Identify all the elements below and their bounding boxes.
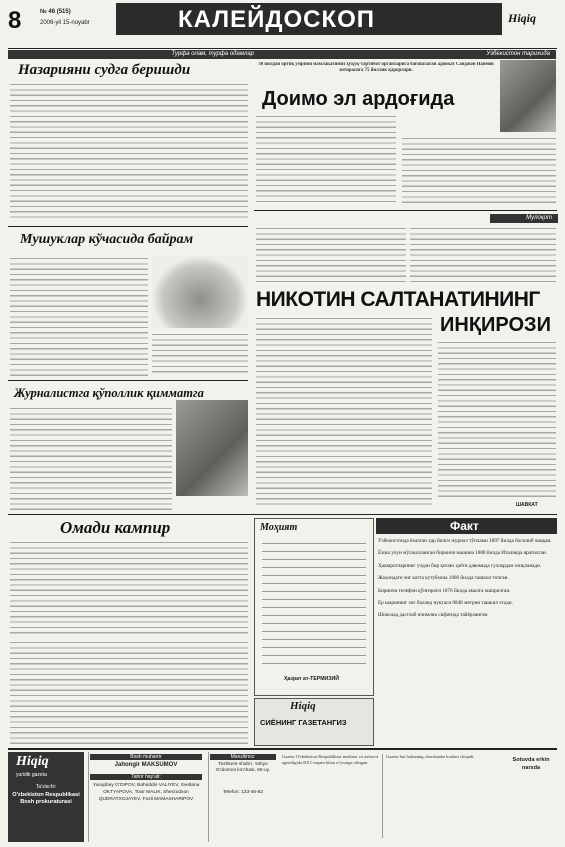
fact-item: Жаҳондаги энг катта кутубхона 1800 йилда ташкил топган. [378, 575, 509, 582]
journalist-photo [176, 400, 248, 496]
footer-logo-sub: yuridik gazeta [16, 772, 47, 778]
phone: Telefon: 133-46-82 [222, 790, 263, 795]
masthead [8, 3, 557, 47]
ad-text: СИЁНИНГ ГАЗЕТАНГИЗ [260, 718, 347, 727]
issue-number: № 46 (515) [40, 9, 71, 15]
right-article-title: Доимо эл ардоғида [262, 88, 455, 110]
article-4-title: Омади кампир [60, 518, 171, 537]
right-article-body-2 [402, 136, 556, 206]
divider [8, 514, 557, 515]
divider [254, 210, 557, 211]
printing-info: Gazeta har haftaning chorshanba kunlari chiqadi. [382, 754, 506, 838]
board-label: Tahrir hay'ati: [90, 774, 202, 780]
editor-label: Bosh muharrir [90, 754, 202, 760]
cat-photo [152, 256, 248, 328]
article-4-body-2 [10, 640, 248, 744]
section-label-mid: Мулоқот [490, 214, 558, 223]
fact-item: Ер шарининг энг баланд нуқтаси 8848 метрни ташкил этади. [378, 600, 513, 607]
moxiyat-signature: Ҳазрат ат-ТЕРМИЗИЙ [284, 676, 339, 682]
nicotine-body-right [438, 340, 556, 500]
fact-item: Биринчи телефон қўнғироғи 1876 йилда амалга оширилган. [378, 587, 511, 594]
section-label-right: Ўзбекистон тарихида [254, 50, 556, 59]
masthead-title: КАЛЕЙДОСКОП [178, 6, 376, 33]
fact-item: Ёзиш учун мўлжалланган биринчи машина 1808 йилда Италияда яратилган. [378, 550, 547, 557]
ad-logo: Hiqiq [290, 700, 316, 712]
article-3-title: Журналистга қўполлик қимматга [14, 386, 204, 400]
article-3-body [10, 406, 172, 510]
issue-date: 2006-yil 15-noyabr [40, 20, 90, 26]
closing-note: Sotuvda erkin narxda [512, 757, 550, 771]
fact-title: Факт [450, 519, 479, 533]
right-article-body-1 [256, 114, 396, 206]
nicotine-body [256, 316, 432, 506]
nicotine-title-line-1: НИКОТИН САЛТАНАТИНИНГ [256, 288, 540, 311]
nicotine-title-line-2: ИНҚИРОЗИ [440, 314, 551, 336]
address-label: Manzilimiz: [210, 754, 276, 760]
portrait-photo [500, 60, 556, 132]
fact-list [378, 538, 556, 744]
registration-info: Gazeta O'zbekiston Respublikasi matbuot va axborot agentligida 0011-raqam bilan ro'yxatga olingan. [282, 754, 378, 765]
board-members: Yusupbey G'OIPOV, Bahriddin VALIYEV, Svetlana OKTYAPOVA, Toxir MALIK, Sherzodxon QUDRATXOJAYEV, Fozil MAMASHARIPOV [92, 783, 200, 802]
article-2-body-right [152, 332, 248, 376]
fact-item: Шоколад дастлаб ичимлик сифатида тайёрланган. [378, 612, 489, 619]
fact-item: Ҳашаротларнинг учдан бир қисми ҳаёти давомида гуллардан озиқланади. [378, 562, 542, 569]
section-label-left: Турфа олам, турфа одамлар [8, 50, 260, 59]
masthead-logo: Hiqiq [508, 11, 537, 25]
divider [8, 226, 248, 227]
author-signature: ШАВКАТ [516, 502, 538, 508]
founder-label: Ta'sischi: [35, 784, 57, 790]
right-article-lead: 30 йилдан ортиқ умрини мамлакатимиз ҳуқуқ-тартибот органларига бағишлаган адвокат Саиджон Наимов хотирасига 75 йиллик қарорлари. [258, 62, 494, 73]
article-4-body [10, 540, 248, 636]
nicotine-body-top-2 [410, 226, 556, 284]
founder: O'zbekiston Respublikasi Bosh prokuraturasi [12, 792, 80, 805]
article-2-title: Мушуклар кўчасида байрам [20, 232, 194, 247]
nicotine-body-top [256, 226, 406, 284]
moxiyat-body [262, 540, 366, 670]
page-number: 8 [8, 7, 22, 34]
moxiyat-title: Моҳият [260, 522, 298, 533]
footer-logo: Hiqiq [16, 754, 49, 769]
footer-rule [8, 748, 557, 750]
article-1-body [10, 82, 248, 222]
masthead-rule [8, 48, 557, 49]
article-2-body [10, 256, 148, 376]
article-1-title: Назарияни судга беришди [18, 62, 191, 78]
divider [8, 380, 248, 381]
address: Toshkent shahri, Yahyo G'ulomov ko'chasi, 66-uy. [215, 762, 271, 773]
editor-name: Jahongir MAKSUMOV [114, 762, 178, 768]
fact-item: Ўзбекистонда ёзилган ҳар йилги журнал тўплами 1897 йилда босилиб чиққан. [378, 538, 552, 544]
